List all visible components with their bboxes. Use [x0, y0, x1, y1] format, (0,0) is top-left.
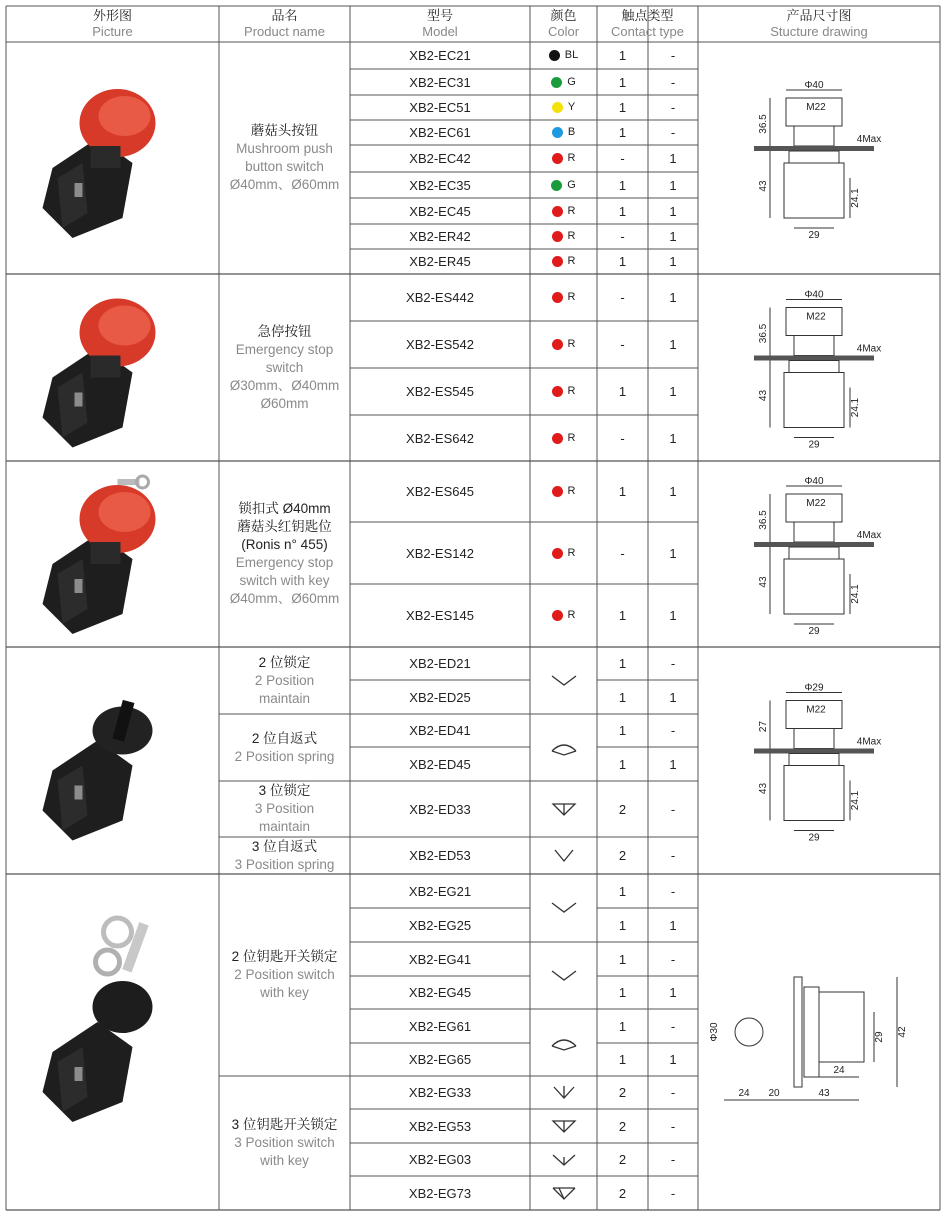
dimension-label: Φ40 — [804, 80, 824, 91]
product-name — [221, 647, 348, 714]
color-cell — [530, 224, 597, 249]
color-code: R — [567, 546, 576, 559]
contact-no-cell: 1 — [618, 689, 627, 705]
contact-no-cell: 1 — [618, 484, 627, 499]
contact-no-cell: 1 — [618, 756, 627, 772]
product-name — [221, 781, 348, 837]
contact-no-cell: 1 — [618, 100, 627, 115]
model-cell: XB2-EG03 — [408, 1152, 472, 1167]
header-color-en: Color — [547, 24, 580, 39]
dimension-label: 24.1 — [850, 584, 861, 604]
dimension-label: Φ30 — [709, 1022, 720, 1042]
header-contact-type-en: Contact type — [611, 24, 684, 39]
model-cell: XB2-ED21 — [409, 656, 471, 671]
color-dot-icon — [552, 433, 563, 444]
switch-position-icon — [549, 670, 579, 692]
position-symbol — [530, 837, 597, 874]
color-dot-icon — [552, 292, 563, 303]
position-symbol — [530, 1109, 597, 1143]
model-cell: XB2-EG33 — [408, 1085, 472, 1100]
color-code: R — [567, 255, 576, 267]
header-picture — [6, 6, 219, 42]
dimension-label: 4Max — [856, 134, 882, 145]
contact-nc-cell: 1 — [669, 545, 677, 561]
product-name-line: 2 位钥匙开关锁定 — [231, 949, 338, 964]
model-cell: XB2-EC45 — [409, 203, 471, 219]
dimension-label: 42 — [897, 1026, 908, 1038]
key-switch-photo — [6, 874, 219, 1210]
position-symbol — [530, 1076, 597, 1109]
header-drawing — [698, 6, 940, 42]
product-name-line: switch — [265, 359, 304, 375]
model-cell: XB2-ED45 — [409, 756, 471, 772]
header-drawing-zh: 产品尺寸图 — [786, 8, 852, 23]
product-name — [221, 42, 348, 274]
contact-nc-cell: - — [670, 125, 676, 140]
contact-nc-cell: 1 — [669, 756, 677, 772]
color-cell — [530, 120, 597, 145]
color-dot-icon — [552, 339, 563, 350]
contact-no-cell: 1 — [618, 1052, 627, 1067]
dimension-label: Φ40 — [804, 476, 824, 487]
contact-no-cell: - — [620, 290, 625, 305]
dimension-label: M22 — [806, 498, 826, 509]
contact-nc-cell: 1 — [669, 151, 677, 166]
color-code: R — [567, 291, 576, 303]
header-color-zh: 颜色 — [550, 8, 577, 23]
switch-position-icon — [549, 1149, 579, 1171]
header-picture-zh: 外形图 — [92, 8, 132, 23]
product-name-line: switch with key — [239, 573, 330, 588]
header-model-zh: 型号 — [426, 8, 453, 23]
product-name-line: 3 Position — [254, 801, 315, 816]
model-cell: XB2-ES642 — [406, 430, 474, 446]
contact-nc-cell: - — [670, 1152, 676, 1167]
product-name-line: 蘑菇头按钮 — [250, 123, 319, 138]
contact-nc-cell: 1 — [669, 337, 677, 352]
color-cell — [530, 522, 597, 584]
product-name-line: Ø60mm — [260, 395, 309, 411]
contact-no-cell: 1 — [618, 254, 627, 269]
product-name-line: Ø40mm、Ø60mm — [229, 177, 340, 192]
contact-nc-cell: 1 — [669, 917, 677, 933]
model-cell: XB2-ER45 — [409, 254, 471, 269]
emergency-stop-photo — [6, 274, 219, 461]
dimension-label: 24.1 — [850, 790, 861, 811]
color-code: R — [567, 338, 576, 350]
contact-nc-cell: 1 — [669, 985, 677, 1000]
header-picture-en: Picture — [92, 24, 133, 39]
color-code: R — [567, 204, 576, 217]
color-cell — [530, 69, 597, 95]
contact-no-cell: 1 — [618, 125, 627, 140]
model-cell: XB2-ED41 — [409, 723, 471, 738]
model-cell: XB2-EG53 — [408, 1118, 472, 1134]
dimension-label: 43 — [818, 1088, 830, 1099]
model-cell: XB2-EC61 — [409, 125, 471, 140]
contact-nc-cell: - — [670, 848, 676, 863]
dimension-label: 43 — [758, 389, 769, 402]
dimension-label: 24.1 — [850, 188, 861, 208]
contact-no-cell: 1 — [618, 656, 627, 671]
model-cell: XB2-ES542 — [406, 337, 474, 352]
contact-no-cell: 1 — [618, 177, 627, 193]
mushroom-button-photo — [6, 42, 219, 274]
header-product-name — [219, 6, 350, 42]
contact-no-cell: 1 — [618, 203, 627, 219]
model-cell: XB2-EC51 — [409, 100, 471, 115]
color-code: R — [567, 485, 576, 497]
color-code: R — [567, 431, 576, 444]
product-name-line: Emergency stop — [235, 555, 334, 570]
model-cell: XB2-ES545 — [406, 384, 474, 399]
model-cell: XB2-EC21 — [409, 48, 471, 63]
position-symbol — [530, 714, 597, 781]
contact-nc-cell: 1 — [669, 484, 677, 499]
contact-nc-cell: 1 — [669, 1052, 677, 1067]
model-cell: XB2-EG25 — [408, 917, 472, 933]
color-dot-icon — [552, 102, 563, 113]
dimension-label: 29 — [808, 439, 820, 451]
position-symbol — [530, 1143, 597, 1176]
product-name-line: 2 Position spring — [234, 748, 335, 764]
dimension-label: 24.1 — [850, 397, 861, 418]
model-cell: XB2-ES442 — [406, 290, 474, 305]
product-name-line: with key — [260, 1153, 309, 1168]
dimension-label: 29 — [808, 832, 820, 844]
contact-nc-cell: 1 — [669, 254, 677, 269]
contact-nc-cell: 1 — [669, 177, 677, 193]
contact-nc-cell: - — [670, 100, 676, 115]
color-code: R — [567, 230, 576, 242]
header-model — [350, 6, 530, 42]
structure-drawing — [698, 274, 940, 461]
contact-nc-cell: - — [670, 1118, 676, 1134]
contact-nc-cell: 1 — [669, 203, 677, 219]
product-name — [221, 1076, 348, 1210]
model-cell: XB2-EC35 — [409, 177, 471, 193]
contact-no-cell: - — [620, 337, 625, 352]
color-cell — [530, 42, 597, 69]
product-name-line: 2 Position — [254, 672, 315, 688]
position-symbol — [530, 1176, 597, 1210]
model-cell: XB2-EC42 — [409, 151, 471, 166]
switch-position-icon — [549, 798, 579, 820]
contact-nc-cell: 1 — [669, 689, 677, 705]
color-cell — [530, 584, 597, 647]
model-cell: XB2-ES645 — [406, 484, 474, 499]
product-name-line: with key — [260, 985, 309, 1000]
header-color — [530, 6, 597, 42]
contact-nc-cell: - — [670, 1085, 676, 1100]
color-code: R — [567, 385, 576, 397]
position-symbol — [530, 1009, 597, 1076]
contact-nc-cell: - — [670, 723, 676, 738]
dimension-label: M22 — [806, 311, 826, 323]
product-name — [221, 274, 348, 461]
color-dot-icon — [552, 153, 563, 164]
structure-drawing — [698, 42, 940, 274]
dimension-label: Φ29 — [804, 682, 824, 694]
header-product-name-zh: 品名 — [271, 8, 298, 23]
dimension-label: 4Max — [856, 530, 882, 541]
contact-nc-cell: - — [670, 74, 676, 90]
color-cell — [530, 145, 597, 172]
product-name-line: Emergency stop — [235, 341, 334, 357]
contact-nc-cell: 1 — [669, 290, 677, 305]
color-code: G — [567, 75, 576, 88]
switch-position-icon — [549, 1082, 579, 1104]
structure-drawing — [698, 874, 940, 1210]
dimension-label: 43 — [758, 576, 769, 588]
model-cell: XB2-ES145 — [406, 608, 474, 623]
contact-no-cell: 1 — [618, 74, 627, 90]
contact-no-cell: - — [620, 229, 625, 244]
color-dot-icon — [549, 50, 560, 61]
model-cell: XB2-EG45 — [408, 985, 472, 1000]
product-name-line: 3 位钥匙开关锁定 — [231, 1117, 338, 1132]
color-cell — [530, 368, 597, 415]
product-name-line: (Ronis n° 455) — [241, 537, 328, 552]
product-name-line: 3 位自返式 — [251, 838, 318, 854]
contact-nc-cell: - — [670, 951, 676, 967]
product-name — [221, 874, 348, 1076]
color-dot-icon — [552, 548, 563, 559]
color-dot-icon — [552, 127, 563, 138]
dimension-label: M22 — [806, 704, 826, 716]
model-cell: XB2-EG65 — [408, 1052, 472, 1067]
color-code: Y — [567, 101, 576, 113]
dimension-label: 4Max — [856, 343, 882, 355]
product-name-line: 3 位锁定 — [258, 783, 311, 798]
contact-no-cell: 1 — [618, 985, 627, 1000]
switch-position-icon — [549, 965, 579, 987]
contact-no-cell: 2 — [618, 1185, 627, 1201]
dimension-label: 29 — [808, 626, 820, 637]
model-cell: XB2-EG61 — [408, 1018, 472, 1034]
product-name-line: Ø40mm、Ø60mm — [229, 591, 340, 606]
position-symbol — [530, 942, 597, 1009]
product-name-line: 蘑菇头红钥匙位 — [237, 519, 332, 534]
contact-no-cell: 2 — [618, 801, 627, 817]
switch-position-icon — [549, 897, 579, 919]
contact-no-cell: 1 — [618, 951, 627, 967]
color-code: BL — [564, 49, 579, 61]
structure-drawing — [698, 461, 940, 647]
header-model-en: Model — [422, 24, 458, 39]
contact-nc-cell: 1 — [669, 229, 677, 244]
dimension-label: 29 — [808, 230, 820, 241]
header-contact-type — [597, 6, 698, 42]
color-dot-icon — [551, 77, 562, 88]
contact-no-cell: 2 — [618, 848, 627, 863]
contact-no-cell: - — [620, 545, 625, 561]
product-name-line: maintain — [258, 690, 311, 706]
product-name-line: Ø30mm、Ø40mm — [229, 377, 340, 393]
dimension-label: 27 — [758, 720, 769, 733]
contact-nc-cell: - — [670, 1185, 676, 1201]
contact-no-cell: - — [620, 151, 625, 166]
contact-no-cell: 1 — [618, 384, 627, 399]
contact-no-cell: 1 — [618, 917, 627, 933]
contact-no-cell: 2 — [618, 1085, 627, 1100]
contact-nc-cell: - — [670, 48, 676, 63]
product-name-line: 2 Position switch — [234, 967, 335, 982]
model-cell: XB2-ED33 — [409, 801, 471, 817]
dimension-label: 24 — [833, 1065, 845, 1076]
model-cell: XB2-ED25 — [409, 689, 471, 705]
color-dot-icon — [552, 231, 563, 242]
color-dot-icon — [552, 610, 563, 621]
product-name-line: 锁扣式 Ø40mm — [238, 501, 331, 516]
contact-no-cell: 1 — [618, 1018, 627, 1034]
color-cell — [530, 95, 597, 120]
contact-nc-cell: 1 — [669, 608, 677, 623]
dimension-label: 36.5 — [758, 323, 769, 344]
product-name-line: 急停按钮 — [257, 323, 312, 339]
position-symbol — [530, 781, 597, 837]
color-code: R — [567, 152, 576, 164]
model-cell: XB2-EG73 — [408, 1185, 472, 1201]
dimension-label: 29 — [874, 1031, 885, 1043]
header-drawing-en: Stucture drawing — [770, 24, 868, 39]
switch-position-icon — [549, 1182, 579, 1204]
switch-position-icon — [549, 845, 579, 867]
contact-nc-cell: - — [670, 883, 676, 899]
contact-no-cell: 1 — [618, 883, 627, 899]
model-cell: XB2-ED53 — [409, 848, 471, 863]
model-cell: XB2-ER42 — [409, 229, 471, 244]
dimension-label: 4Max — [856, 736, 882, 748]
contact-nc-cell: 1 — [669, 430, 677, 446]
color-cell — [530, 172, 597, 198]
contact-no-cell: 1 — [618, 48, 627, 63]
dimension-label: 36.5 — [758, 510, 769, 530]
dimension-label: 43 — [758, 180, 769, 192]
color-code: R — [567, 609, 576, 621]
position-symbol — [530, 874, 597, 942]
position-symbol — [530, 647, 597, 714]
contact-nc-cell: 1 — [669, 384, 677, 399]
model-cell: XB2-EC31 — [409, 74, 471, 90]
product-name-line: 3 Position spring — [234, 856, 335, 872]
color-dot-icon — [552, 386, 563, 397]
product-name — [221, 714, 348, 781]
product-name-line: 2 位锁定 — [258, 654, 311, 670]
dimension-label: 36.5 — [758, 114, 769, 134]
color-cell — [530, 249, 597, 274]
contact-nc-cell: - — [670, 656, 676, 671]
header-product-name-en: Product name — [244, 24, 325, 39]
dimension-label: 24 — [738, 1088, 750, 1099]
contact-no-cell: - — [620, 430, 625, 446]
color-cell — [530, 198, 597, 224]
structure-drawing — [698, 647, 940, 874]
contact-no-cell: 2 — [618, 1118, 627, 1134]
dimension-label: 43 — [758, 782, 769, 795]
selector-switch-photo — [6, 647, 219, 874]
color-cell — [530, 274, 597, 321]
product-name-line: 3 Position switch — [234, 1135, 335, 1150]
product-name-line: 2 位自返式 — [251, 730, 318, 746]
color-cell — [530, 415, 597, 461]
contact-nc-cell: - — [670, 801, 676, 817]
switch-position-icon — [549, 737, 579, 759]
contact-no-cell: 2 — [618, 1152, 627, 1167]
contact-nc-cell: - — [670, 1018, 676, 1034]
dimension-label: M22 — [806, 102, 826, 113]
model-cell: XB2-EG21 — [408, 883, 472, 899]
product-name — [221, 837, 348, 874]
header-contact-type-zh: 触点类型 — [621, 8, 674, 23]
model-cell: XB2-EG41 — [408, 951, 472, 967]
product-name — [221, 461, 348, 647]
contact-no-cell: 1 — [618, 723, 627, 738]
dimension-label: 20 — [768, 1088, 780, 1099]
switch-position-icon — [549, 1032, 579, 1054]
color-code: B — [567, 126, 576, 138]
color-cell — [530, 321, 597, 368]
color-dot-icon — [552, 206, 563, 217]
color-cell — [530, 461, 597, 522]
color-code: G — [567, 178, 576, 191]
product-name-line: button switch — [245, 159, 324, 174]
color-dot-icon — [552, 486, 563, 497]
color-dot-icon — [552, 256, 563, 267]
switch-position-icon — [549, 1115, 579, 1137]
key-emergency-stop-photo — [6, 461, 219, 647]
model-cell: XB2-ES142 — [406, 545, 474, 561]
dimension-label: Φ40 — [804, 289, 824, 301]
product-name-line: Mushroom push — [236, 141, 333, 156]
contact-no-cell: 1 — [618, 608, 627, 623]
product-name-line: maintain — [258, 819, 311, 834]
color-dot-icon — [551, 180, 562, 191]
